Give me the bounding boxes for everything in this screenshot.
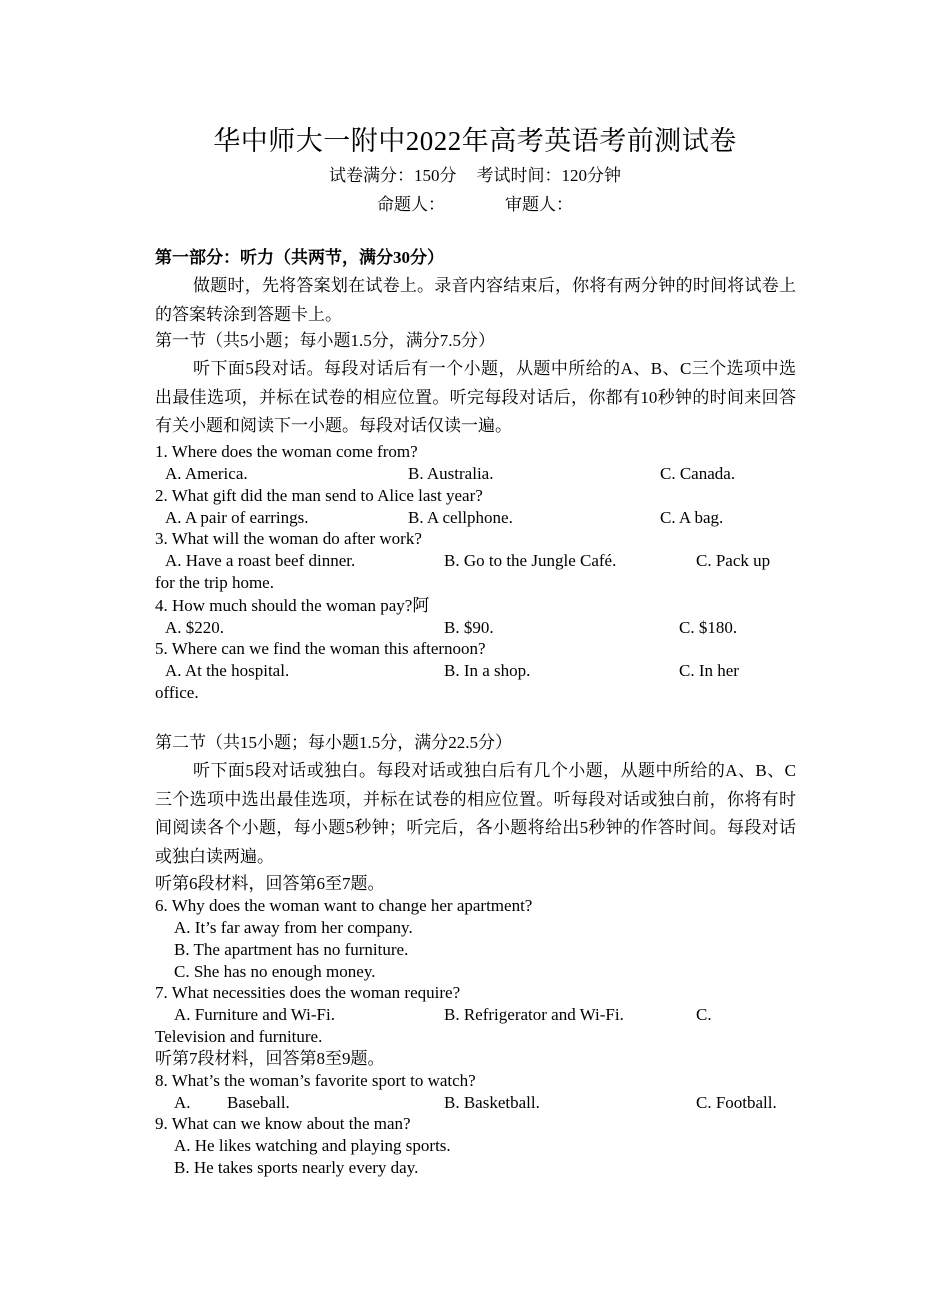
question-3-option-c: C. Pack up [696,551,771,570]
part1-instructions: 做题时，先将答案划在试卷上。录音内容结束后，你将有两分钟的时间将试卷上的答案转涂到答题卡上。 [155,276,796,324]
question-7-option-c: C. [696,1005,712,1024]
reviewer-label: 审题人： [505,195,573,214]
question-5-stem: 5. Where can we find the woman this afternoon? [155,639,486,658]
question-4-option-b: B. $90. [444,618,494,637]
question-6-option-a: A. It’s far away from her company. [174,918,413,937]
question-3-stem: 3. What will the woman do after work? [155,529,422,548]
question-3-option-c-continued: for the trip home. [155,573,274,592]
question-1-option-c: C. Canada. [660,464,736,483]
question-5-option-c-continued: office. [155,683,199,702]
part1-heading: 第一部分：听力（共两节，满分30分） [155,248,444,267]
question-8-stem: 8. What’s the woman’s favorite sport to watch? [155,1071,476,1090]
question-2-option-a: A. A pair of earrings. [165,508,309,527]
question-1-option-a: A. America. [165,464,248,483]
exam-authors-line [0,194,950,216]
material-7-instruction: 听第7段材料，回答第8至9题。 [155,1049,385,1068]
section2-instructions: 听下面5段对话或独白。每段对话或独白后有几个小题，从题中所给的A、B、C三个选项中选出最佳选项，并标在试卷的相应位置。听每段对话或独白前，你将有时间阅读各个小题，每小题5秒钟；听完后，各小题将给出5秒钟的作答时间。每段对话或独白读两遍。 [155,761,796,866]
question-4-stem: 4. How much should the woman pay?阿 [155,596,430,615]
question-1-option-b: B. Australia. [408,464,494,483]
author-label: 命题人： [377,195,445,214]
question-1-stem: 1. Where does the woman come from? [155,442,418,461]
question-7-option-b: B. Refrigerator and Wi-Fi. [444,1005,624,1024]
time-value: 120分钟 [561,166,621,185]
question-6-option-c: C. She has no enough money. [174,962,376,981]
full-score-value: 150分 [414,166,457,185]
exam-title: 华中师大一附中2022年高考英语考前测试卷 [213,126,737,156]
question-2-option-b: B. A cellphone. [408,508,513,527]
question-2-option-c: C. A bag. [660,508,724,527]
question-8-option-b: B. Basketball. [444,1093,540,1112]
full-score-label: 试卷满分： [329,166,414,185]
question-9-stem: 9. What can we know about the man? [155,1114,411,1133]
question-2-stem: 2. What gift did the man send to Alice last year? [155,486,483,505]
question-5-option-b: B. In a shop. [444,661,531,680]
question-7-option-a: A. Furniture and Wi-Fi. [174,1005,335,1024]
question-5-option-c: C. In her [679,661,739,680]
exam-meta-line [0,165,950,187]
section1-heading: 第一节（共5小题；每小题1.5分，满分7.5分） [155,331,495,350]
material-6-instruction: 听第6段材料，回答第6至7题。 [155,874,385,893]
question-7-stem: 7. What necessities does the woman require? [155,983,461,1002]
question-4-option-c: C. $180. [679,618,738,637]
question-6-option-b: B. The apartment has no furniture. [174,940,409,959]
question-9-option-b: B. He takes sports nearly every day. [174,1158,419,1177]
time-label: 考试时间： [476,166,562,185]
section1-instructions: 听下面5段对话。每段对话后有一个小题，从题中所给的A、B、C三个选项中选出最佳选项，并标在试卷的相应位置。听完每段对话后，你都有10秒钟的时间来回答有关小题和阅读下一小题。每段对话仅读一遍。 [155,359,796,435]
question-8-option-c: C. Football. [696,1093,777,1112]
question-5-option-a: A. At the hospital. [165,661,290,680]
question-7-option-c-continued: Television and furniture. [155,1027,323,1046]
question-3-option-a: A. Have a roast beef dinner. [165,551,356,570]
question-3-option-b: B. Go to the Jungle Café. [444,551,617,570]
question-9-option-a: A. He likes watching and playing sports. [174,1136,451,1155]
question-4-option-a: A. $220. [165,618,225,637]
question-6-stem: 6. Why does the woman want to change her apartment? [155,896,533,915]
question-8-option-a: Baseball. [227,1093,290,1112]
section2-heading: 第二节（共15小题；每小题1.5分，满分22.5分） [155,733,512,752]
question-8-option-a-letter: A. [174,1093,191,1112]
